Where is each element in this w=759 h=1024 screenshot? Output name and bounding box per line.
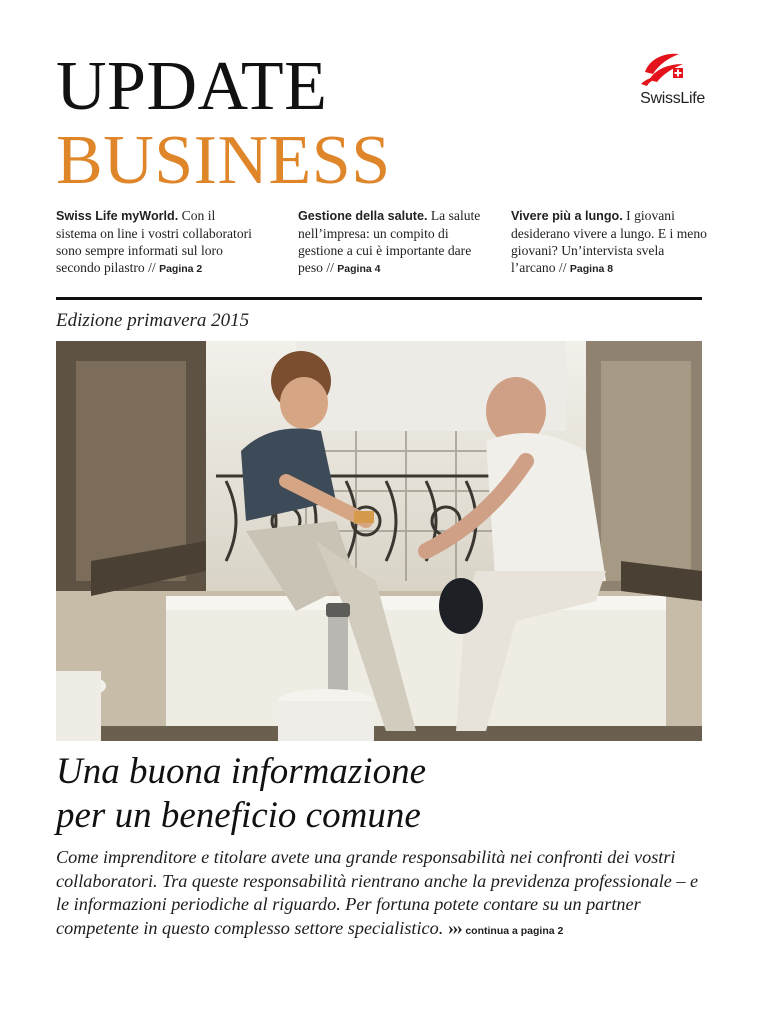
headline-line1: Una buona informazione (56, 751, 426, 792)
cover-photo-workers-icon (56, 341, 702, 741)
teaser-page-ref: Pagina 8 (569, 263, 614, 275)
teaser-page-ref: Pagina 4 (337, 263, 381, 275)
swiss-life-logo-icon (639, 50, 687, 86)
masthead (56, 48, 391, 199)
logo-wordmark: SwissLife (640, 90, 705, 107)
teaser-body: La salute nell’impresa: un compito di gestione a cui è importante dare peso // (298, 208, 481, 275)
teaser-lead: Swiss Life myWorld. (56, 209, 179, 223)
edition-label: Edizione primavera 2015 (56, 310, 250, 331)
cover-photo (56, 341, 702, 741)
headline-line2: per un beneficio comune (56, 795, 421, 836)
teaser-page-ref: Pagina 2 (159, 263, 203, 275)
teaser-lead: Vivere più a lungo. (511, 209, 623, 223)
divider-rule (56, 297, 702, 300)
teaser-health[interactable] (298, 207, 496, 278)
teaser-longevity[interactable] (511, 207, 709, 278)
teaser-lead: Gestione della salute. (298, 209, 428, 223)
masthead-title-business: BUSINESS (56, 122, 391, 199)
continue-link[interactable]: continua a pagina 2 (465, 924, 564, 937)
masthead-title-update: UPDATE (56, 48, 328, 125)
intro-text: Come imprenditore e titolare avete una grande responsabilità nei confronti dei vostri collaboratori. Tra queste responsabilità rientrano anche la previdenza professionale – e le informazioni periodiche al riguardo. Per fortuna potete contare su un partner competente in questo complesso settore specialistico. (56, 847, 699, 938)
intro-paragraph (56, 846, 706, 943)
continue-arrows-icon: ››› (447, 917, 461, 939)
swiss-life-logo (619, 50, 705, 110)
headline (56, 750, 716, 838)
teaser-myworld[interactable] (56, 207, 254, 278)
teaser-body: Con il sistema on line i vostri collaboratori sono sempre informati sul loro secondo pilastro // (56, 208, 252, 275)
teaser-body: I giovani desiderano vivere a lungo. E i meno giovani? Un’intervista svela l’arcano // (511, 208, 707, 275)
